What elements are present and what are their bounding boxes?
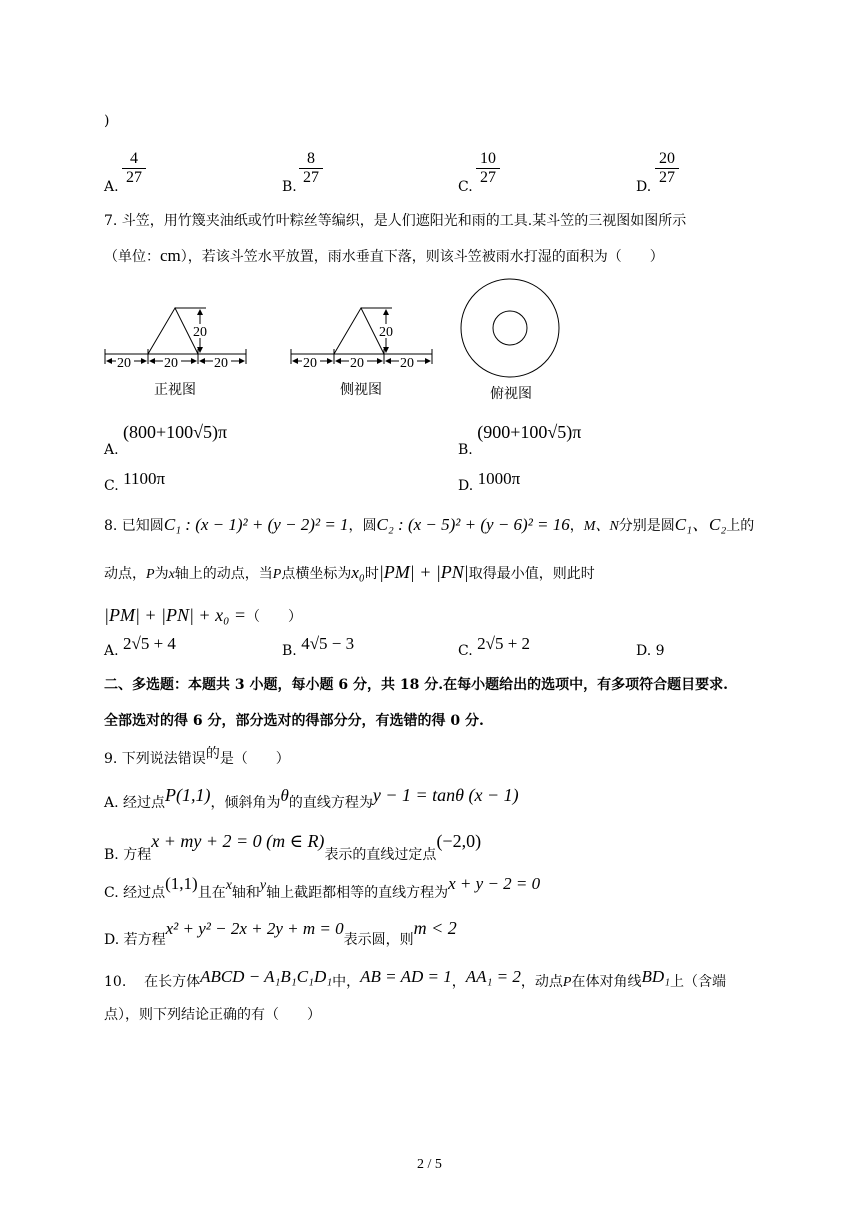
q8-option-a: A. 2√5 + 4 bbox=[104, 634, 176, 659]
q9-option-b: B. 方程x + my + 2 = 0 (m ∈ R)表示的直线过定点(−2,0) bbox=[104, 831, 482, 863]
q7-option-d: D. 1000π bbox=[458, 469, 521, 494]
q9-option-a: A. 经过点P(1,1)，倾斜角为θ的直线方程为y − 1 = tanθ (x − 1) bbox=[104, 785, 519, 811]
side-view-drawing bbox=[291, 308, 432, 371]
side-dim-right: 20 bbox=[400, 356, 414, 371]
q7-option-c: C. 1100π bbox=[104, 469, 166, 494]
front-dim-right: 20 bbox=[214, 356, 228, 371]
q10-stem-line1: 10. 在长方体ABCD − A₁B₁C₁D₁中，AB = AD = 1，AA₁ = 2，动点P在体对角线BD₁上（含端 bbox=[104, 967, 727, 990]
q6-option-b-label: B. bbox=[282, 179, 297, 195]
q8-option-c: C. 2√5 + 2 bbox=[458, 634, 531, 659]
q6-option-a-fraction: $\frac{4}{27}$ bbox=[122, 150, 146, 187]
q6-option-d-fraction: $\frac{20}{27}$ bbox=[655, 150, 679, 187]
q6-closing-paren: ) bbox=[104, 113, 110, 129]
q7-stem-line2: （单位：cm），若该斗笠水平放置，雨水垂直下落，则该斗笠被雨水打湿的面积为（ ） bbox=[104, 246, 664, 265]
side-dim-mid: 20 bbox=[350, 356, 364, 371]
front-dim-left: 20 bbox=[117, 356, 131, 371]
q8-stem-line2: 动点，P为x轴上的动点，当P点横坐标为x₀时|PM| + |PN|取得最小值，则此时 bbox=[104, 562, 595, 582]
side-view-caption: 侧视图 bbox=[340, 383, 382, 398]
q6-option-a-label: A. bbox=[104, 179, 119, 195]
top-view-drawing bbox=[461, 279, 559, 377]
side-dim-height: 20 bbox=[379, 325, 393, 340]
q8-stem-line3: |PM| + |PN| + x₀ =（ ） bbox=[104, 605, 302, 625]
front-dim-height: 20 bbox=[193, 325, 207, 340]
q6-option-b-fraction: $\frac{8}{27}$ bbox=[299, 150, 323, 187]
q10-stem-line2: 点），则下列结论正确的有（ ） bbox=[104, 1007, 321, 1023]
q8-option-b: B. 4√5 − 3 bbox=[282, 634, 355, 659]
q7-stem-line1: 7. 斗笠，用竹篾夹油纸或竹叶粽丝等编织，是人们遮阳光和雨的工具.某斗笠的三视图如图所示 bbox=[104, 213, 687, 229]
q7-option-a: A. (800+100√5)π bbox=[104, 422, 228, 458]
q6-option-c-fraction: $\frac{10}{27}$ bbox=[476, 150, 500, 187]
q7-three-view-figure bbox=[100, 272, 560, 404]
front-view-caption: 正视图 bbox=[154, 383, 196, 398]
q9-stem: 9. 下列说法错误的是（ ） bbox=[104, 746, 290, 767]
q8-stem-line1: 8. 已知圆C₁ : (x − 1)² + (y − 2)² = 1，圆C₂ : (x − 5)² + (y − 6)² = 16，M、N分别是圆C₁、C₂上的 bbox=[104, 515, 755, 534]
section2-heading-line1: 二、多选题：本题共 3 小题，每小题 6 分，共 18 分.在每小题给出的选项中，有多项符合题目要求. bbox=[104, 677, 728, 693]
q6-option-d-label: D. bbox=[636, 179, 652, 195]
side-dim-left: 20 bbox=[303, 356, 317, 371]
q7-option-b: B. (900+100√5)π bbox=[458, 422, 582, 458]
front-dim-mid: 20 bbox=[164, 356, 178, 371]
front-view-drawing bbox=[105, 308, 246, 371]
page-number: 2 / 5 bbox=[417, 1157, 442, 1172]
q8-option-d: D. 9 bbox=[636, 643, 665, 659]
top-view-caption: 俯视图 bbox=[490, 387, 532, 402]
section2-heading-line2: 全部选对的得 6 分，部分选对的得部分分，有选错的得 0 分. bbox=[104, 713, 484, 729]
q9-option-c: C. 经过点(1,1)且在x轴和y轴上截距都相等的直线方程为x + y − 2 = 0 bbox=[104, 874, 541, 901]
q9-option-d: D. 若方程x² + y² − 2x + 2y + m = 0表示圆，则m < 2 bbox=[104, 918, 457, 948]
q6-option-c-label: C. bbox=[458, 179, 473, 195]
